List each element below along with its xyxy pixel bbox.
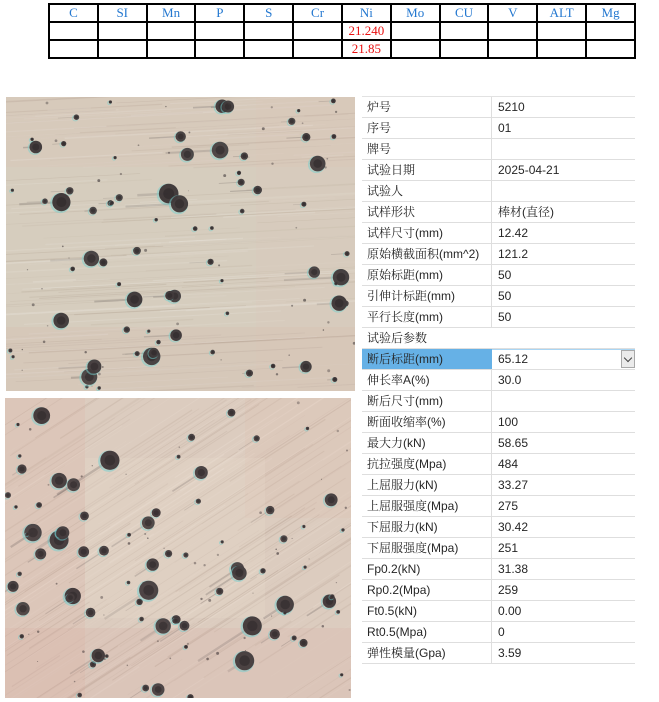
chem-data-row-1 (49, 22, 635, 40)
property-label: 试验后参数 (367, 331, 428, 345)
chem-header-Mo: Mo (391, 4, 440, 22)
property-row (362, 370, 635, 391)
property-row (362, 538, 635, 559)
property-label: 炉号 (362, 97, 492, 117)
property-label: 断面收缩率(%) (362, 412, 492, 432)
chem-cell-ALT-r2[interactable] (537, 40, 586, 58)
property-label: Ft0.5(kN) (362, 601, 492, 621)
chem-cell-SI-r2[interactable] (98, 40, 147, 58)
property-value[interactable]: 30.42 (498, 520, 529, 534)
chem-cell-Mo-r1[interactable] (391, 22, 440, 40)
property-label: Fp0.2(kN) (362, 559, 492, 579)
chem-header-Mg: Mg (586, 4, 635, 22)
micrograph-image-top (6, 97, 355, 391)
chem-cell-Ni-r1[interactable]: 21.240 (342, 22, 391, 40)
property-value[interactable]: 259 (498, 583, 519, 597)
property-value[interactable]: 棒材(直径) (498, 205, 554, 219)
property-value[interactable] (492, 181, 635, 201)
property-row (362, 307, 635, 328)
property-row (362, 118, 635, 139)
property-value[interactable]: 0 (498, 625, 505, 639)
property-label: 最大力(kN) (362, 433, 492, 453)
chem-header-ALT: ALT (537, 4, 586, 22)
chem-cell-Mg-r2[interactable] (586, 40, 635, 58)
property-value[interactable]: 484 (498, 457, 519, 471)
property-label: 引伸计标距(mm) (362, 286, 492, 306)
property-value[interactable]: 58.65 (498, 436, 529, 450)
property-value[interactable]: 50 (498, 310, 512, 324)
property-label: 平行长度(mm) (362, 307, 492, 327)
property-label: 伸长率A(%) (362, 370, 492, 390)
property-value[interactable]: 31.38 (498, 562, 529, 576)
chem-header-row (49, 4, 635, 22)
property-label: 断后标距(mm) (362, 349, 492, 369)
chem-cell-Ni-r2[interactable]: 21.85 (342, 40, 391, 58)
property-row (362, 580, 635, 601)
chem-cell-CU-r2[interactable] (440, 40, 489, 58)
property-label: 断后尺寸(mm) (362, 391, 492, 411)
property-value[interactable]: 3.59 (498, 646, 522, 660)
chem-cell-SI-r1[interactable] (98, 22, 147, 40)
property-row (362, 97, 635, 118)
chem-cell-P-r1[interactable] (195, 22, 244, 40)
chem-data-row-2 (49, 40, 635, 58)
chem-cell-V-r2[interactable] (488, 40, 537, 58)
property-row (362, 181, 635, 202)
chem-cell-Cr-r1[interactable] (293, 22, 342, 40)
chem-cell-P-r2[interactable] (195, 40, 244, 58)
property-value[interactable] (492, 391, 635, 411)
chem-header-Mn: Mn (147, 4, 196, 22)
chem-cell-ALT-r1[interactable] (537, 22, 586, 40)
property-row (362, 223, 635, 244)
chem-header-Cr: Cr (293, 4, 342, 22)
property-label: 下屈服强度(Mpa) (362, 538, 492, 558)
chem-cell-Mg-r1[interactable] (586, 22, 635, 40)
property-value[interactable]: 01 (498, 121, 512, 135)
chem-cell-CU-r1[interactable] (440, 22, 489, 40)
property-row (362, 517, 635, 538)
property-row (362, 496, 635, 517)
chem-header-Ni: Ni (342, 4, 391, 22)
property-value[interactable]: 12.42 (498, 226, 529, 240)
property-label: 试样形状 (362, 202, 492, 222)
property-row (362, 244, 635, 265)
chem-header-CU: CU (440, 4, 489, 22)
property-value[interactable]: 5210 (498, 100, 525, 114)
chem-header-C: C (49, 4, 98, 22)
property-label: 试验人 (362, 181, 492, 201)
property-label: 弹性模量(Gpa) (362, 643, 492, 663)
chem-cell-Mn-r2[interactable] (147, 40, 196, 58)
chem-cell-S-r1[interactable] (244, 22, 293, 40)
property-value[interactable]: 65.12 (492, 349, 635, 369)
micrograph-image-bottom (5, 398, 351, 698)
property-label: Rt0.5(Mpa) (362, 622, 492, 642)
property-row (362, 559, 635, 580)
property-value[interactable]: 30.0 (498, 373, 522, 387)
property-row (362, 265, 635, 286)
property-row (362, 433, 635, 454)
property-value[interactable]: 251 (498, 541, 519, 555)
property-value[interactable]: 50 (498, 268, 512, 282)
property-row (362, 643, 635, 664)
property-row (362, 391, 635, 412)
property-value[interactable]: 2025-04-21 (498, 163, 560, 177)
property-row (362, 475, 635, 496)
property-label: 试样尺寸(mm) (362, 223, 492, 243)
property-row (362, 160, 635, 181)
property-value[interactable]: 100 (498, 415, 519, 429)
property-value[interactable]: 275 (498, 499, 519, 513)
property-value[interactable]: 121.2 (498, 247, 529, 261)
property-value[interactable] (492, 139, 635, 159)
property-label: 序号 (362, 118, 492, 138)
chem-cell-Mo-r2[interactable] (391, 40, 440, 58)
property-row (362, 202, 635, 223)
property-label: 原始标距(mm) (362, 265, 492, 285)
chem-header-V: V (488, 4, 537, 22)
property-row (362, 286, 635, 307)
property-label: 原始横截面积(mm^2) (362, 244, 492, 264)
property-value[interactable]: 0.00 (498, 604, 522, 618)
property-value[interactable]: 33.27 (498, 478, 529, 492)
chemical-composition-table (48, 3, 636, 59)
property-label: 上屈服力(kN) (362, 475, 492, 495)
property-row (362, 139, 635, 160)
chem-cell-C-r1[interactable] (49, 22, 98, 40)
chem-cell-Cr-r2[interactable] (293, 40, 342, 58)
chem-header-P: P (195, 4, 244, 22)
property-label: 牌号 (362, 139, 492, 159)
chem-header-S: S (244, 4, 293, 22)
chem-cell-Mn-r1[interactable] (147, 22, 196, 40)
property-label: Rp0.2(Mpa) (362, 580, 492, 600)
chem-header-SI: SI (98, 4, 147, 22)
property-row (362, 328, 635, 349)
property-label: 下屈服力(kN) (362, 517, 492, 537)
property-row (362, 349, 635, 370)
chevron-down-icon (624, 354, 632, 362)
property-label: 试验日期 (362, 160, 492, 180)
chem-cell-V-r1[interactable] (488, 22, 537, 40)
property-row (362, 601, 635, 622)
property-row (362, 412, 635, 433)
property-value[interactable]: 50 (498, 289, 512, 303)
dropdown-button[interactable] (621, 350, 635, 368)
chem-cell-S-r2[interactable] (244, 40, 293, 58)
property-row (362, 622, 635, 643)
property-label: 上屈服强度(Mpa) (362, 496, 492, 516)
property-label: 抗拉强度(Mpa) (362, 454, 492, 474)
test-parameters-panel (362, 96, 635, 664)
chem-cell-C-r2[interactable] (49, 40, 98, 58)
property-row (362, 454, 635, 475)
